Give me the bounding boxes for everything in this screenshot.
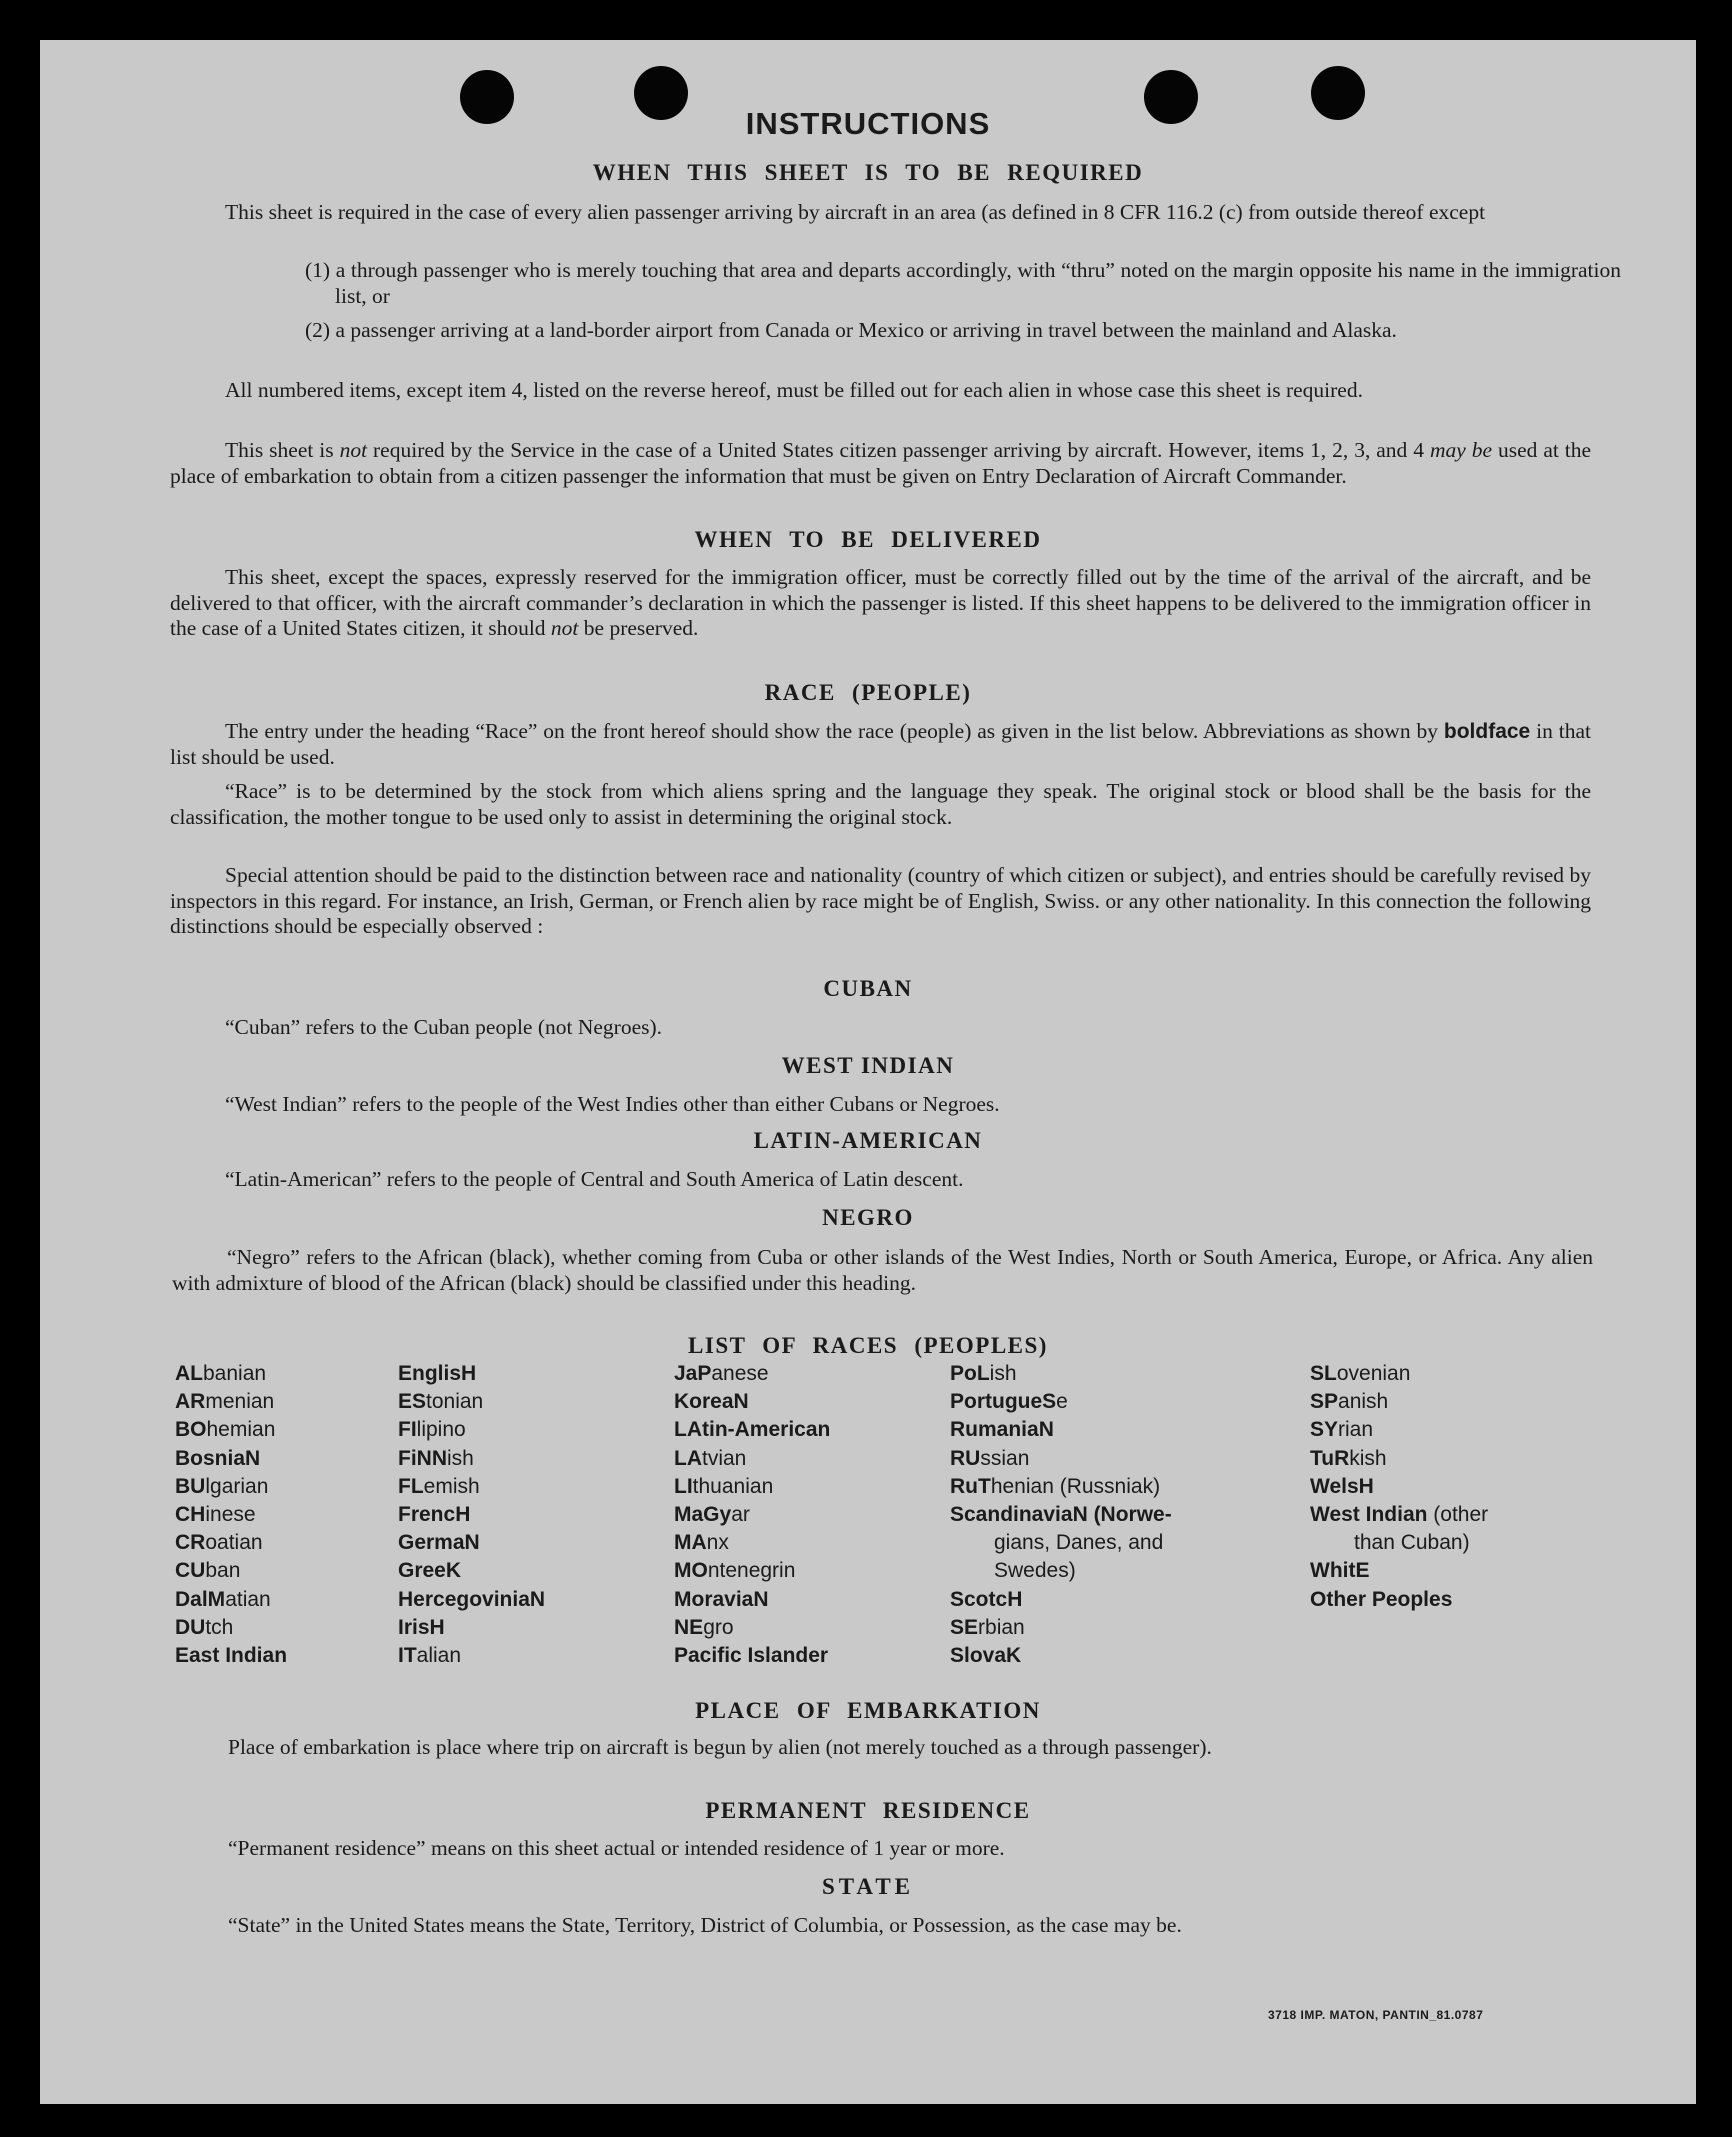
race-entry <box>398 1529 545 1557</box>
heading-negro: NEGRO <box>822 1205 914 1230</box>
race-abbreviation: MaGy <box>674 1503 732 1527</box>
race-abbreviation: Hercegovinia <box>398 1587 530 1611</box>
race-entry <box>950 1416 1172 1444</box>
race-abbreviation: LI <box>674 1474 693 1498</box>
race-name-regular: alian <box>416 1644 462 1668</box>
race-entry <box>674 1529 830 1557</box>
race-abbreviation: Bosnia <box>175 1446 246 1470</box>
race-entry <box>674 1360 830 1388</box>
para-state: “State” in the United States means the State, Territory, District of Columbia, or Possession, as the case may be. <box>228 1913 1182 1937</box>
race-entry <box>175 1614 287 1642</box>
race-column <box>1310 1360 1488 1614</box>
race-abbreviation: AL <box>175 1362 203 1385</box>
race-entry <box>398 1586 545 1614</box>
race-abbreviation: H <box>455 1503 471 1527</box>
race-abbreviation: Wels <box>1310 1474 1359 1498</box>
race-abbreviation: Iris <box>398 1615 430 1639</box>
race-entry <box>950 1445 1172 1473</box>
para-cuban: “Cuban” refers to the Cuban people (not Negroes). <box>225 1015 663 1039</box>
race-abbreviation: N <box>1038 1418 1054 1442</box>
document-sheet <box>40 40 1696 2104</box>
page-title: INSTRUCTIONS <box>745 106 991 141</box>
race-abbreviation: IT <box>398 1644 417 1668</box>
heading-cuban: CUBAN <box>823 976 913 1001</box>
race-abbreviation: LAtin-American <box>674 1418 831 1442</box>
race-abbreviation: SP <box>1310 1390 1339 1414</box>
heading-state: STATE <box>821 1874 914 1899</box>
race-name-regular: ntenegrin <box>707 1559 796 1583</box>
race-abbreviation: FL <box>398 1474 424 1498</box>
race-entry <box>398 1445 545 1473</box>
race-abbreviation: H <box>1007 1587 1023 1611</box>
para-citizen: This sheet is not required by the Service in the case of a United States citizen passenger arriving by aircraft. However, items 1, 2, 3, and 4 may be used at the place of embarkation to obtain from a citizen passenger the information that must be given on Entry Declaration of Aircraft Commander. <box>170 438 1592 488</box>
para-negro: “Negro” refers to the African (black), whether coming from Cuba or other islands of the West Indies, North or South America, Europe, or Africa. Any alien with admixture of blood of the African (black) should be classified under this heading. <box>172 1245 1593 1295</box>
race-entry <box>950 1557 1172 1585</box>
race-name-regular: oatian <box>205 1531 263 1555</box>
race-entry <box>1310 1473 1488 1501</box>
race-abbreviation: N <box>753 1587 769 1611</box>
race-name-regular: nx <box>706 1531 729 1555</box>
race-entry <box>1310 1416 1488 1444</box>
race-entry <box>1310 1557 1488 1585</box>
heading-when-delivered: WHEN TO BE DELIVERED <box>694 527 1042 552</box>
race-abbreviation: Pacific Islander <box>674 1644 829 1668</box>
race-abbreviation: JaP <box>674 1362 712 1385</box>
race-abbreviation: E <box>1355 1559 1370 1583</box>
race-name-regular: henian (Russniak) <box>990 1474 1161 1498</box>
race-entry <box>674 1586 830 1614</box>
race-name-regular: lgarian <box>205 1474 269 1498</box>
race-entry <box>175 1586 287 1614</box>
race-abbreviation: H <box>1358 1474 1374 1498</box>
race-abbreviation: RU <box>950 1446 981 1470</box>
race-entry <box>950 1501 1172 1529</box>
race-name-regular: emish <box>423 1474 480 1498</box>
race-abbreviation: Englis <box>398 1362 462 1385</box>
race-abbreviation: West Indian <box>1310 1503 1428 1527</box>
race-abbreviation: BO <box>175 1418 207 1442</box>
para-embarkation: Place of embarkation is place where trip on aircraft is begun by alien (not merely touched as a through passenger). <box>228 1735 1212 1759</box>
race-entry <box>950 1586 1172 1614</box>
race-abbreviation: N <box>245 1446 261 1470</box>
race-entry <box>674 1445 830 1473</box>
race-name-regular: gro <box>703 1615 734 1639</box>
heading-race: RACE (PEOPLE) <box>764 680 972 705</box>
race-entry <box>674 1388 830 1416</box>
race-abbreviation: K <box>445 1559 462 1583</box>
race-name-regular: than Cuban) <box>1354 1531 1470 1555</box>
race-entry <box>674 1501 830 1529</box>
race-name-regular: ssian <box>980 1446 1030 1470</box>
race-abbreviation: CU <box>175 1559 206 1583</box>
race-abbreviation: RuT <box>950 1474 991 1498</box>
para-exception-1: (1) a through passenger who is merely touching that area and departs accordingly, with “thru” noted on the margin opposite his name in the immigration list, or <box>305 258 1621 308</box>
race-name-regular: ovenian <box>1336 1362 1411 1385</box>
race-abbreviation: CR <box>175 1531 206 1555</box>
race-abbreviation: Whit <box>1310 1559 1356 1583</box>
race-name-regular: (other <box>1427 1503 1489 1527</box>
race-entry <box>1310 1586 1488 1614</box>
race-abbreviation: Scandinavia <box>950 1503 1073 1527</box>
race-entry <box>175 1360 287 1388</box>
race-entry <box>950 1529 1172 1557</box>
race-abbreviation: K <box>1006 1644 1022 1668</box>
race-name-regular: menian <box>205 1390 275 1414</box>
para-race-distinction: Special attention should be paid to the distinction between race and nationality (country of which citizen or subject), and entries should be carefully revised by inspectors in this regard. For instance, an Irish, German, or French alien by race might be of English, Swiss. or any other nationality. In this connection the following distinctions should be especially observed : <box>170 863 1591 938</box>
para-delivery: This sheet, except the spaces, expressly reserved for the immigration officer, must be correctly filled out by the time of the arrival of the aircraft, and be delivered to that officer, with the aircraft commander’s declaration in which the passenger is listed. If this sheet happens to be delivered to the immigration officer in the case of a United States citizen, it should not be preserved. <box>170 565 1591 640</box>
race-abbreviation: NE <box>674 1615 704 1639</box>
heading-latin-american: LATIN-AMERICAN <box>753 1128 983 1153</box>
race-entry <box>1310 1501 1488 1529</box>
race-entry <box>1310 1388 1488 1416</box>
race-name-regular: anish <box>1338 1390 1389 1414</box>
race-entry <box>175 1557 287 1585</box>
para-race-entry: The entry under the heading “Race” on the front hereof should show the race (people) as given in the list below. Abbreviations as shown by boldface in that list should be used. <box>170 719 1592 769</box>
race-abbreviation: CH <box>175 1503 206 1527</box>
race-abbreviation: FI <box>398 1418 417 1442</box>
race-name-regular: Swedes) <box>994 1559 1076 1583</box>
para-latin-american: “Latin-American” refers to the people of Central and South America of Latin descent. <box>225 1167 964 1191</box>
race-abbreviation: DalM <box>175 1587 226 1611</box>
race-abbreviation: PortugueS <box>950 1390 1057 1414</box>
race-entry <box>1310 1445 1488 1473</box>
race-abbreviation: H <box>429 1615 445 1639</box>
race-entry <box>950 1614 1172 1642</box>
race-entry <box>398 1642 545 1670</box>
instructions-content <box>40 40 1696 2104</box>
race-entry <box>175 1388 287 1416</box>
para-west-indian: “West Indian” refers to the people of the West Indies other than either Cubans or Negroes. <box>225 1092 1000 1116</box>
heading-list-of-races: LIST OF RACES (PEOPLES) <box>688 1333 1048 1358</box>
race-name-regular: ar <box>731 1503 750 1527</box>
race-abbreviation: LA <box>674 1446 702 1470</box>
heading-embarkation: PLACE OF EMBARKATION <box>695 1698 1041 1723</box>
race-name-regular: ban <box>205 1559 241 1583</box>
race-column <box>674 1360 830 1670</box>
race-entry <box>398 1360 545 1388</box>
race-entry <box>398 1614 545 1642</box>
printer-code: 3718 IMP. MATON, PANTIN_81.0787 <box>1268 2008 1484 2022</box>
heading-west-indian: WEST INDIAN <box>781 1053 955 1078</box>
race-abbreviation: Rumania <box>950 1418 1039 1442</box>
race-name-regular: inese <box>205 1503 256 1527</box>
race-column <box>175 1360 287 1670</box>
race-entry <box>398 1473 545 1501</box>
race-abbreviation: SY <box>1310 1418 1339 1442</box>
race-abbreviation: SE <box>950 1615 979 1639</box>
race-abbreviation: N (Norwe- <box>1072 1503 1172 1527</box>
para-required-intro: This sheet is required in the case of every alien passenger arriving by aircraft in an area (as defined in 8 CFR 116.2 (c) from outside thereof except <box>225 200 1486 224</box>
race-abbreviation: AR <box>175 1390 206 1414</box>
race-name-regular: gians, Danes, and <box>994 1531 1164 1555</box>
heading-permanent-residence: PERMANENT RESIDENCE <box>705 1798 1031 1823</box>
race-name-regular: tonian <box>426 1390 484 1414</box>
para-exception-2: (2) a passenger arriving at a land-border airport from Canada or Mexico or arriving in travel between the mainland and Alaska. <box>305 318 1397 342</box>
race-entry <box>398 1501 545 1529</box>
race-entry <box>674 1416 830 1444</box>
race-name-regular: e <box>1056 1390 1068 1414</box>
race-column <box>398 1360 545 1670</box>
para-permanent-residence: “Permanent residence” means on this sheet actual or intended residence of 1 year or more. <box>228 1836 1005 1860</box>
race-abbreviation: Moravia <box>674 1587 754 1611</box>
race-entry <box>175 1642 287 1670</box>
race-entry <box>398 1416 545 1444</box>
race-abbreviation: MA <box>674 1531 707 1555</box>
race-entry <box>674 1614 830 1642</box>
race-entry <box>950 1473 1172 1501</box>
race-abbreviation: DU <box>175 1615 206 1639</box>
race-abbreviation: Gree <box>398 1559 446 1583</box>
race-abbreviation: Korea <box>674 1390 734 1414</box>
race-entry <box>175 1416 287 1444</box>
race-abbreviation: SL <box>1310 1362 1337 1385</box>
race-abbreviation: Scotc <box>950 1587 1008 1611</box>
race-abbreviation: East Indian <box>175 1644 288 1668</box>
race-name-regular: rbian <box>978 1615 1025 1639</box>
race-name-regular: tch <box>205 1615 234 1639</box>
race-name-regular: lipino <box>416 1418 466 1442</box>
race-name-regular: atian <box>225 1587 271 1611</box>
race-name-regular: anese <box>711 1362 769 1385</box>
race-name-regular: rian <box>1338 1418 1374 1442</box>
race-entry <box>1310 1529 1488 1557</box>
race-entry <box>674 1557 830 1585</box>
race-column <box>950 1360 1172 1670</box>
para-race-stock: “Race” is to be determined by the stock from which aliens spring and the language they speak. The original stock or blood shall be the basis for the classification, the mother tongue to be used only to assist in determining the original stock. <box>170 779 1591 829</box>
race-entry <box>398 1388 545 1416</box>
race-entry <box>175 1529 287 1557</box>
race-name-regular: hemian <box>206 1418 276 1442</box>
race-abbreviation: N <box>529 1587 546 1611</box>
race-entry <box>175 1473 287 1501</box>
race-abbreviation: Frenc <box>398 1503 456 1527</box>
race-abbreviation: FiNN <box>398 1446 447 1470</box>
para-numbered-items: All numbered items, except item 4, listed on the reverse hereof, must be filled out for each alien in whose case this sheet is required. <box>225 378 1363 402</box>
race-abbreviation: ES <box>398 1390 427 1414</box>
race-entry <box>175 1501 287 1529</box>
race-name-regular: tvian <box>702 1446 747 1470</box>
race-entry <box>175 1445 287 1473</box>
race-abbreviation: H <box>461 1362 477 1385</box>
race-entry <box>950 1388 1172 1416</box>
race-abbreviation: N <box>464 1531 480 1555</box>
race-abbreviation: Slova <box>950 1644 1007 1668</box>
race-name-regular: thuanian <box>692 1474 774 1498</box>
race-abbreviation: Other Peoples <box>1310 1587 1453 1611</box>
race-entry <box>1310 1360 1488 1388</box>
race-name-regular: ish <box>989 1362 1017 1385</box>
heading-when-required: WHEN THIS SHEET IS TO BE REQUIRED <box>592 160 1144 185</box>
race-entry <box>950 1360 1172 1388</box>
race-entry <box>674 1642 830 1670</box>
race-abbreviation: TuR <box>1310 1446 1350 1470</box>
race-name-regular: banian <box>203 1362 267 1385</box>
race-abbreviation: Germa <box>398 1531 465 1555</box>
race-entry <box>950 1642 1172 1670</box>
race-abbreviation: N <box>733 1390 749 1414</box>
race-name-regular: kish <box>1349 1446 1387 1470</box>
race-abbreviation: BU <box>175 1474 206 1498</box>
race-name-regular: ish <box>447 1446 474 1470</box>
race-entry <box>674 1473 830 1501</box>
race-entry <box>398 1557 545 1585</box>
race-abbreviation: PoL <box>950 1362 990 1385</box>
race-abbreviation: MO <box>674 1559 708 1583</box>
